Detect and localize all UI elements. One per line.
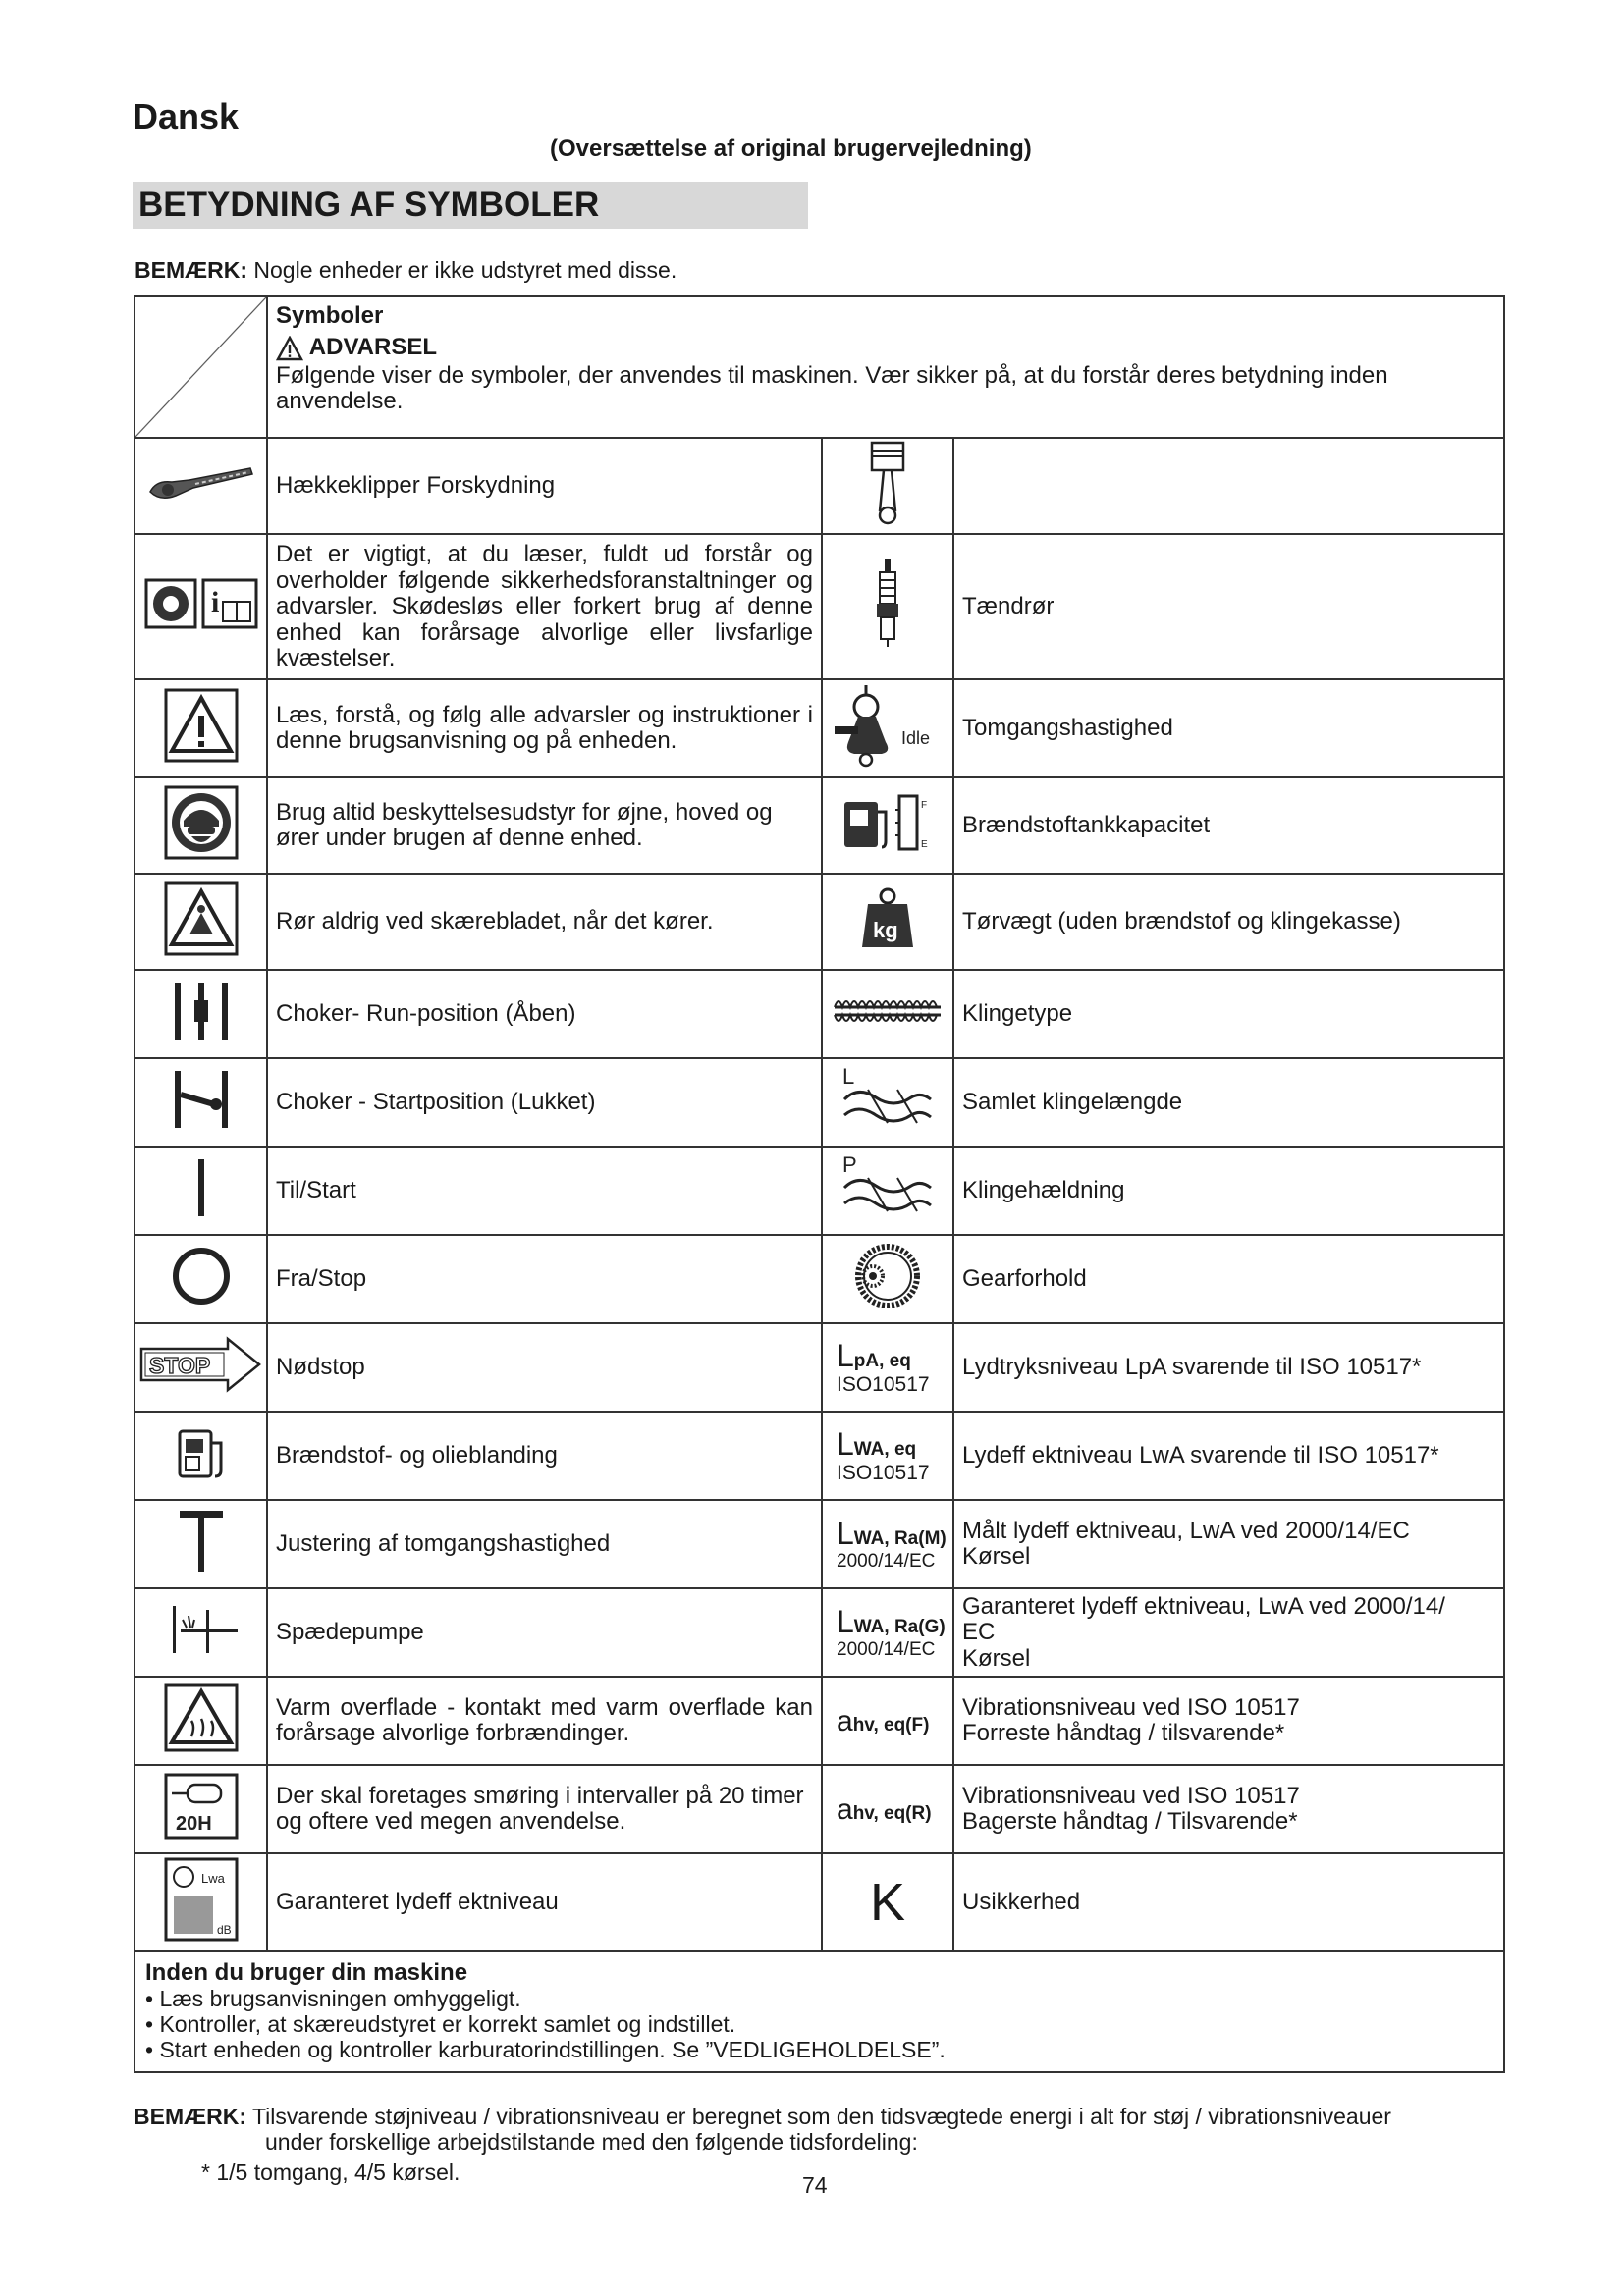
read-manual-icon xyxy=(135,534,267,679)
right-text: Brændstoftankkapacitet xyxy=(953,777,1504,874)
right-text xyxy=(953,1765,1504,1853)
left-text: Det er vigtigt, at du læser, fuldt ud forstår og overholder følgende sikkerhedsforanstaltninger og advarsler. Skødesløs eller forkert brug af denne enhed kan forårsage alvorlige eller livsfarlige kvæstelser. xyxy=(267,534,822,679)
bottom-note xyxy=(134,2104,1503,2156)
right-text: Gearforhold xyxy=(953,1235,1504,1323)
guaranteed-sound-icon xyxy=(135,1853,267,1951)
right-text xyxy=(953,1588,1504,1677)
mark-sub: WA, Ra(M) xyxy=(853,1528,947,1550)
blade-type-icon xyxy=(822,970,953,1058)
blade-hazard-icon xyxy=(135,874,267,970)
right-text-line1: Målt lydeff ektniveau, LwA ved 2000/14/EC xyxy=(962,1518,1410,1544)
mark-main: L xyxy=(837,1338,854,1374)
svg-text:i: i xyxy=(210,586,219,619)
primer-pump-icon xyxy=(135,1588,267,1677)
right-text-line1: Garanteret lydeff ektniveau, LwA ved 2000/14/ xyxy=(962,1592,1445,1620)
off-stop-icon xyxy=(135,1235,267,1323)
stop-label: STOP xyxy=(148,1353,210,1379)
before-use-title: Inden du bruger din maskine xyxy=(145,1959,468,1987)
bottom-note-line2: under forskellige arbejdstilstande med den følgende tidsfordeling: xyxy=(265,2129,918,2156)
right-text: Tørvægt (uden brændstof og klingekasse) xyxy=(953,874,1504,970)
lpa-mark xyxy=(822,1323,953,1412)
page-number: 74 xyxy=(802,2172,828,2198)
left-text: Brug altid beskyttelsesudstyr for øjne, hoved og ører under brugen af denne enhed. xyxy=(267,777,822,874)
choke-start-icon xyxy=(135,1058,267,1147)
fuel-tank-icon xyxy=(822,777,953,874)
choke-run-icon xyxy=(135,970,267,1058)
mark-main: a xyxy=(837,1704,853,1737)
left-text: Til/Start xyxy=(267,1147,822,1235)
right-text-line3: Kørsel xyxy=(962,1644,1031,1672)
idle-label: Idle xyxy=(901,728,931,749)
blade-pitch-letter: P xyxy=(842,1152,857,1178)
weight-kg-icon xyxy=(822,874,953,970)
spark-plug-icon xyxy=(822,534,953,679)
right-text: Samlet klingelængde xyxy=(953,1058,1504,1147)
protective-gear-icon xyxy=(135,777,267,874)
right-text xyxy=(953,438,1504,534)
top-note xyxy=(135,257,677,284)
right-text: Tomgangshastighed xyxy=(953,679,1504,777)
warning-label: ADVARSEL xyxy=(308,334,438,361)
stop-arrow-icon xyxy=(135,1323,267,1412)
right-text-line2: EC xyxy=(962,1619,996,1646)
mark-std: ISO10517 xyxy=(837,1373,930,1397)
left-text: Fra/Stop xyxy=(267,1235,822,1323)
right-text: Klingehældning xyxy=(953,1147,1504,1235)
left-text: Spædepumpe xyxy=(267,1588,822,1677)
right-text: Klingetype xyxy=(953,970,1504,1058)
mark-main: L xyxy=(837,1426,854,1463)
warning-line xyxy=(276,335,1495,361)
left-text: Choker - Startposition (Lukket) xyxy=(267,1058,822,1147)
bottom-note-label: BEMÆRK: xyxy=(134,2104,246,2129)
mark-std: 2000/14/EC xyxy=(837,1550,936,1572)
warning-text: Følgende viser de symboler, der anvendes til maskinen. Vær sikker på, at du forstår deres betydning inden anvendelse. xyxy=(276,362,1388,415)
right-text xyxy=(953,1677,1504,1765)
idle-speed-icon xyxy=(822,679,953,777)
subtitle: (Oversættelse af original brugervejledning) xyxy=(550,135,1032,162)
mark-std: ISO10517 xyxy=(837,1462,930,1485)
mark-sub: WA, Ra(G) xyxy=(853,1617,946,1638)
lwa-label: Lwa xyxy=(200,1871,225,1887)
lwa-ram-mark xyxy=(822,1500,953,1588)
left-text: Brændstof- og olieblanding xyxy=(267,1412,822,1500)
grease-20h-icon xyxy=(135,1765,267,1853)
hot-surface-icon xyxy=(135,1677,267,1765)
right-text-line1: Vibrationsniveau ved ISO 10517 xyxy=(962,1694,1300,1721)
grease-label: 20H xyxy=(175,1813,212,1836)
before-use-item: • Læs brugsanvisningen omhyggeligt. xyxy=(145,1986,521,2012)
mark-sub: hv, eq(R) xyxy=(852,1802,932,1824)
mark-main: L xyxy=(837,1604,854,1640)
gear-ratio-icon xyxy=(822,1235,953,1323)
mark-sub: hv, eq(F) xyxy=(852,1714,930,1735)
footnote: * 1/5 tomgang, 4/5 kørsel. xyxy=(201,2160,460,2185)
left-text: Der skal foretages smøring i intervaller på 20 timer og oftere ved megen anvendelse. xyxy=(267,1765,822,1853)
lwa-mark xyxy=(822,1412,953,1500)
left-text: Nødstop xyxy=(267,1323,822,1412)
right-text: Lydeff ektniveau LwA svarende til ISO 10517* xyxy=(953,1412,1504,1500)
symbols-table xyxy=(134,295,1505,2073)
kg-label: kg xyxy=(873,918,898,943)
blade-length-letter: L xyxy=(842,1064,855,1090)
note-label: BEMÆRK: xyxy=(135,257,247,283)
before-use-box xyxy=(135,1951,1504,2071)
db-label: dB xyxy=(216,1923,232,1938)
ahv-front-mark xyxy=(822,1677,953,1765)
fuel-oil-mix-icon xyxy=(135,1412,267,1500)
before-use-item: • Kontroller, at skæreudstyret er korrekt samlet og indstillet. xyxy=(145,2011,736,2038)
left-text: Hækkeklipper Forskydning xyxy=(267,438,822,534)
left-text: Læs, forstå, og følg alle advarsler og instruktioner i denne brugsanvisning og på enheden. xyxy=(267,679,822,777)
fuel-full-label: F xyxy=(921,800,928,812)
left-text: Choker- Run-position (Åben) xyxy=(267,970,822,1058)
warning-triangle-icon xyxy=(135,679,267,777)
right-text-line2: Forreste håndtag / tilsvarende* xyxy=(962,1720,1285,1747)
mark-main: L xyxy=(837,1516,854,1552)
bottom-note-line1: Tilsvarende støjniveau / vibrationsniveau er beregnet som den tidsvægtede energi i alt for støj / vibrationsniveauer xyxy=(251,2104,1391,2129)
mark-sub: pA, eq xyxy=(853,1351,911,1372)
idle-adjust-icon xyxy=(135,1500,267,1588)
on-start-icon xyxy=(135,1147,267,1235)
right-text-line1: Vibrationsniveau ved ISO 10517 xyxy=(962,1783,1300,1809)
piston-icon xyxy=(822,438,953,534)
lwa-rag-mark xyxy=(822,1588,953,1677)
note-text: Nogle enheder er ikke udstyret med disse. xyxy=(253,257,677,283)
before-use-item: • Start enheden og kontroller karburatorindstillingen. Se ”VEDLIGEHOLDELSE”. xyxy=(145,2036,946,2062)
right-text-line2: Bagerste håndtag / Tilsvarende* xyxy=(962,1808,1298,1836)
fuel-empty-label: E xyxy=(921,839,928,851)
blade-pitch-icon xyxy=(822,1147,953,1235)
right-text: Lydtryksniveau LpA svarende til ISO 10517* xyxy=(953,1323,1504,1412)
header-diagonal-cell xyxy=(135,296,267,438)
left-text: Rør aldrig ved skærebladet, når det kører. xyxy=(267,874,822,970)
right-text: Tændrør xyxy=(953,534,1504,679)
blade-length-icon xyxy=(822,1058,953,1147)
mark-sub: WA, eq xyxy=(853,1439,917,1461)
k-mark: K xyxy=(822,1853,953,1951)
header-cell xyxy=(267,296,1504,438)
mark-std: 2000/14/EC xyxy=(837,1638,936,1660)
language-label: Dansk xyxy=(133,96,240,136)
ahv-rear-mark xyxy=(822,1765,953,1853)
right-text: Usikkerhed xyxy=(953,1853,1504,1951)
right-text xyxy=(953,1500,1504,1588)
hedge-trimmer-icon xyxy=(135,438,267,534)
left-text: Varm overflade - kontakt med varm overflade kan forårsage alvorlige forbrændinger. xyxy=(267,1677,822,1765)
header-title: Symboler xyxy=(276,302,384,329)
left-text: Justering af tomgangshastighed xyxy=(267,1500,822,1588)
left-text: Garanteret lydeff ektniveau xyxy=(267,1853,822,1951)
page-heading: BETYDNING AF SYMBOLER xyxy=(133,182,808,229)
right-text-line2: Kørsel xyxy=(962,1543,1031,1571)
warning-icon xyxy=(276,336,303,361)
mark-main: a xyxy=(837,1792,853,1826)
